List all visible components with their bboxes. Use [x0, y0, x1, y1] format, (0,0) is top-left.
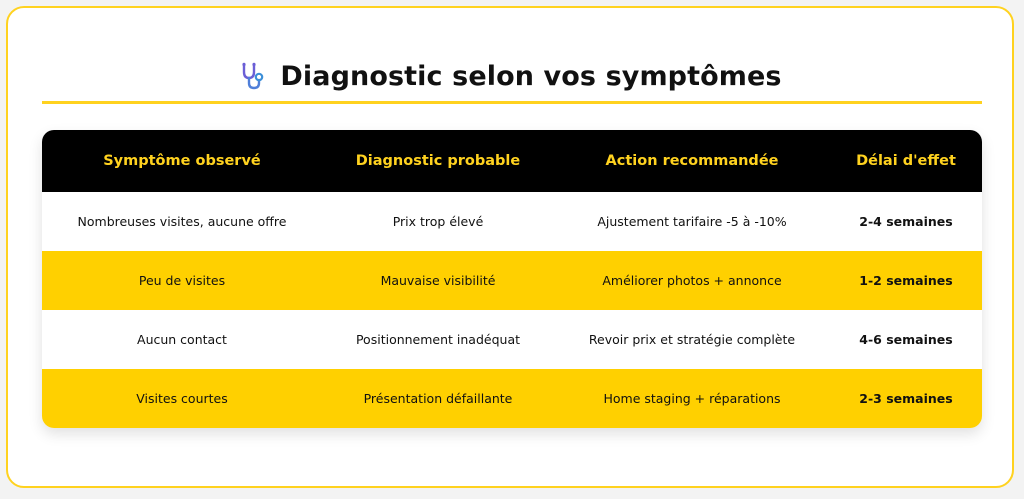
table-header-row	[42, 130, 982, 192]
cell-diagnosis: Mauvaise visibilité	[380, 273, 496, 288]
header-diagnosis: Diagnostic probable	[355, 153, 521, 169]
diagnostic-table	[42, 130, 982, 428]
cell-action: Ajustement tarifaire -5 à -10%	[597, 214, 787, 229]
cell-diagnosis: Présentation défaillante	[363, 391, 513, 406]
cell-action: Améliorer photos + annonce	[602, 273, 782, 288]
cell-delay: 4-6 semaines	[859, 332, 953, 347]
title-row	[8, 56, 1012, 96]
stethoscope-icon	[238, 61, 268, 91]
cell-delay: 1-2 semaines	[859, 273, 953, 288]
title-divider	[42, 101, 982, 104]
header-action: Action recommandée	[605, 153, 779, 169]
table-row	[42, 310, 982, 369]
cell-symptom: Peu de visites	[138, 273, 226, 288]
header-symptom: Symptôme observé	[103, 153, 261, 169]
cell-diagnosis: Positionnement inadéquat	[355, 332, 521, 347]
cell-symptom: Visites courtes	[136, 391, 228, 406]
diagnostic-card	[6, 6, 1014, 488]
cell-delay: 2-4 semaines	[859, 214, 953, 229]
header-delay: Délai d'effet	[856, 153, 956, 169]
table-row	[42, 192, 982, 251]
cell-action: Home staging + réparations	[603, 391, 781, 406]
table-row	[42, 251, 982, 310]
table-row	[42, 369, 982, 428]
cell-delay: 2-3 semaines	[859, 391, 953, 406]
page-title: Diagnostic selon vos symptômes	[280, 60, 782, 92]
cell-symptom: Aucun contact	[137, 332, 227, 347]
cell-action: Revoir prix et stratégie complète	[588, 332, 796, 347]
cell-diagnosis: Prix trop élevé	[392, 214, 484, 229]
cell-symptom: Nombreuses visites, aucune offre	[77, 214, 287, 229]
